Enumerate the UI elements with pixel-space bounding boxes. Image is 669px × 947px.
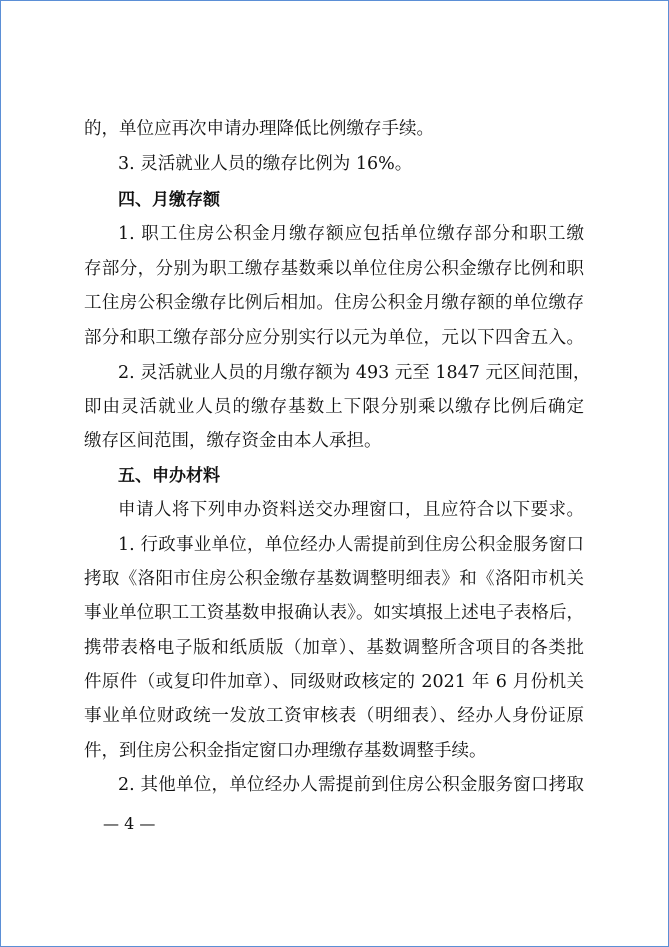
text-line: 事业单位财政统一发放工资审核表（明细表）、经办人身份证原 [84, 706, 584, 726]
text-line: 工住房公积金缴存比例后相加。住房公积金月缴存额的单位缴存 [84, 293, 584, 313]
text-line: 携带表格电子版和纸质版（加章）、基数调整所含项目的各类批 [84, 638, 584, 658]
text-line: 件，到住房公积金指定窗口办理缴存基数调整手续。 [84, 741, 487, 761]
text-line: 的，单位应再次申请办理降低比例缴存手续。 [84, 119, 434, 139]
text-line: 件原件（或复印件加章）、同级财政核定的 2021 年 6 月份机关 [84, 672, 584, 692]
text-line: 缴存区间范围，缴存资金由本人承担。 [84, 431, 382, 451]
text-line: 1. 职工住房公积金月缴存额应包括单位缴存部分和职工缴 [118, 224, 584, 244]
text-line: 部分和职工缴存部分应分别实行以元为单位，元以下四舍五入。 [84, 328, 584, 348]
section-heading: 五、申办材料 [118, 466, 220, 486]
text-line: 申请人将下列申办资料送交办理窗口，且应符合以下要求。 [118, 500, 584, 520]
section-heading: 四、月缴存额 [118, 190, 220, 210]
text-line: 拷取《洛阳市住房公积金缴存基数调整明细表》和《洛阳市机关 [84, 569, 584, 589]
text-line: 2. 灵活就业人员的月缴存额为 493 元至 1847 元区间范围， [118, 363, 591, 383]
text-line: 3. 灵活就业人员的缴存比例为 16%。 [118, 154, 413, 174]
text-line: 2. 其他单位，单位经办人需提前到住房公积金服务窗口拷取 [118, 775, 584, 795]
page-number: — 4 — [103, 814, 156, 833]
text-line: 1. 行政事业单位，单位经办人需提前到住房公积金服务窗口 [118, 535, 584, 555]
text-line: 事业单位职工工资基数申报确认表》。如实填报上述电子表格后， [84, 603, 584, 623]
text-line: 即由灵活就业人员的缴存基数上下限分别乘以缴存比例后确定 [84, 397, 584, 417]
text-line: 存部分，分别为职工缴存基数乘以单位住房公积金缴存比例和职 [84, 259, 584, 279]
